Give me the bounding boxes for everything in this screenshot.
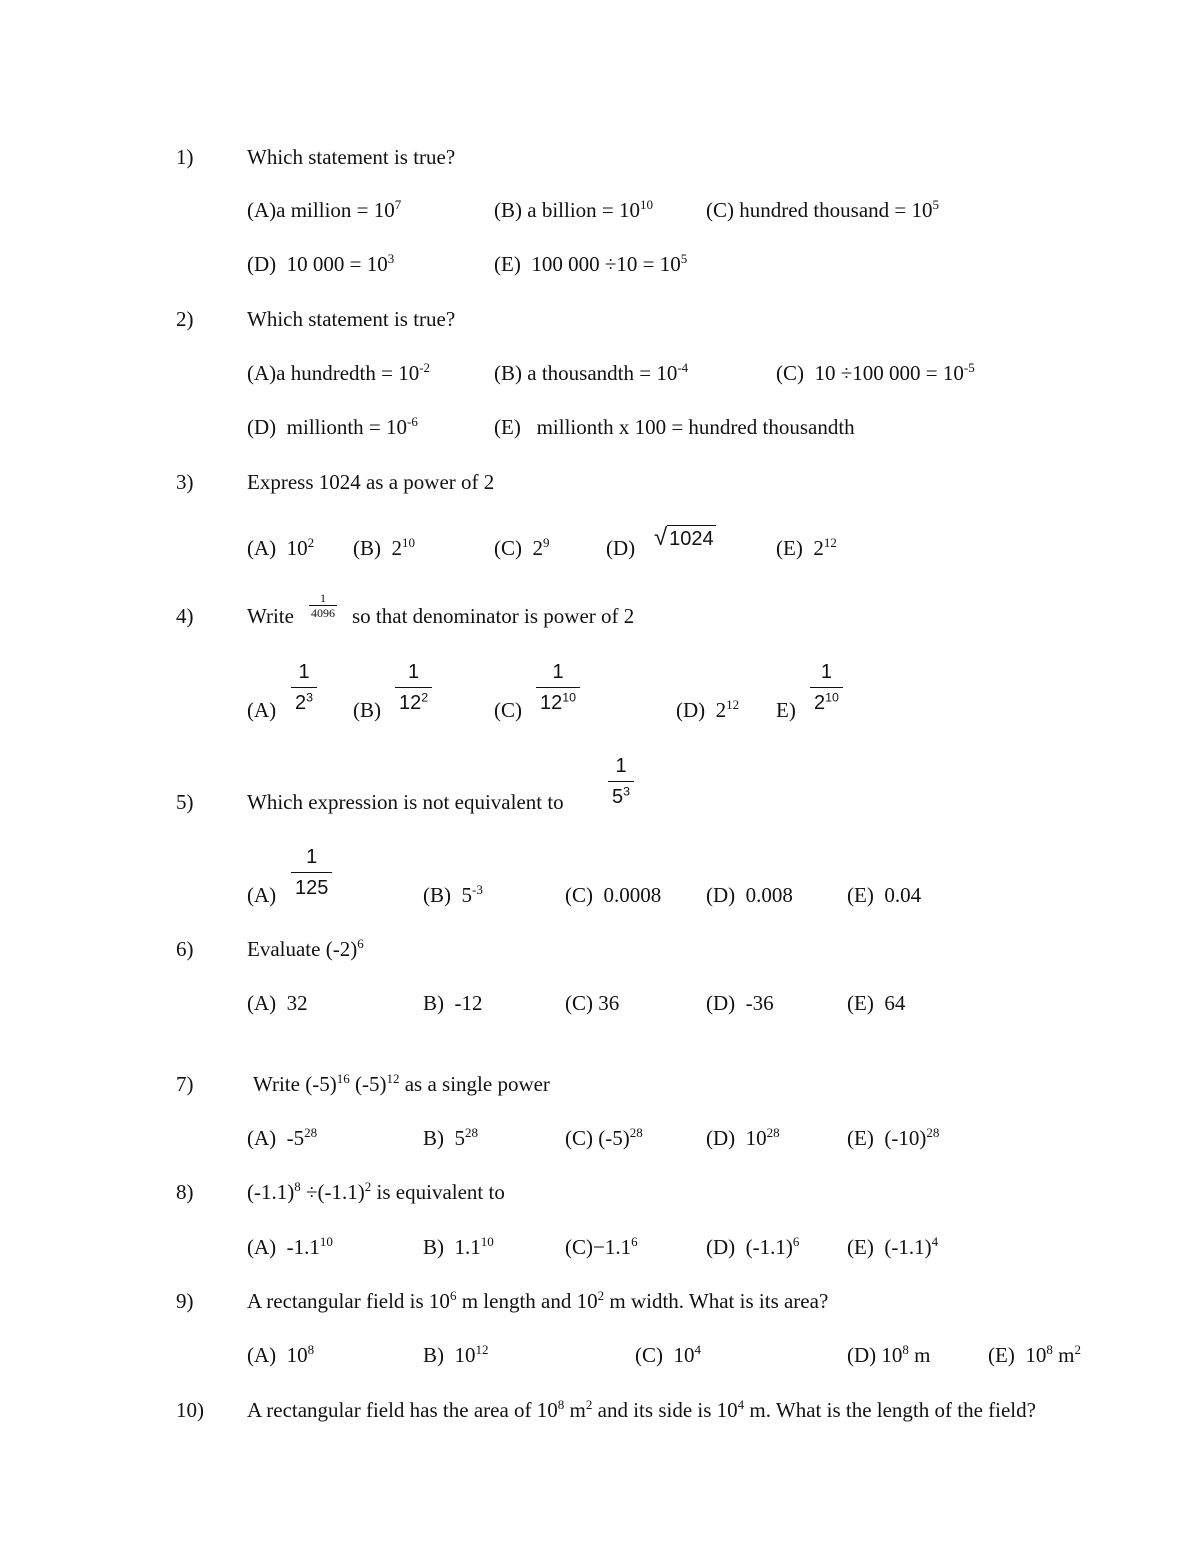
question-text: Write $(-5)^{16}$ $(-5)^{12}$ as a single power: [253, 1070, 550, 1096]
option-b: B) -12: [423, 991, 483, 1015]
option-c: (C) 0.0008: [565, 883, 662, 907]
question-text: Which expression is not equivalent to: [247, 790, 564, 814]
fraction: 1 $2^{10}$: [810, 662, 843, 713]
option-d: (D) 0.008: [706, 883, 793, 907]
option-c: $(C)-1.1^6$: [565, 1233, 638, 1259]
option-c: (C) $(-5)^{28}$: [565, 1124, 643, 1150]
option-a-label: (A): [247, 883, 277, 907]
option-a: (A) $-5^{28}$: [247, 1124, 318, 1150]
option-a: (A) $10^8$: [247, 1341, 315, 1367]
option-b: B) $1.1^{10}$: [423, 1233, 494, 1259]
option-a: (A) $-1.1^{10}$: [247, 1233, 333, 1259]
option-e: (E) $(-10)^{28}$: [847, 1124, 940, 1150]
option-d: (D) $10^{28}$: [706, 1124, 780, 1150]
square-root-expression: √ 1024: [654, 524, 714, 551]
question-text: Evaluate $(-2)^6$: [247, 935, 364, 961]
question-number: 1): [176, 145, 194, 169]
option-b: (B) $5^{-3}$: [423, 881, 483, 907]
option-e: (E) $10^8$ $m^2$: [988, 1341, 1081, 1367]
question-text: Which statement is true?: [247, 307, 456, 331]
fraction: 1 125: [291, 847, 332, 898]
question-text: A rectangular field is $10^6$ m length and $10^2$ m width. What is its area?: [247, 1287, 829, 1313]
option-b-label: (B): [353, 698, 381, 722]
fraction: 1 $12^{10}$: [536, 662, 580, 713]
option-d: (D) 10 $000 = 10^3$: [247, 250, 395, 276]
option-c: (C) hundred thousand = $10^5$: [706, 196, 940, 222]
question-number: 10): [176, 1398, 204, 1422]
option-b: (B) a thousandth = $10^{-4}$: [494, 359, 689, 385]
fraction: 1 $12^2$: [395, 662, 432, 713]
option-d: (D) -36: [706, 991, 774, 1015]
question-text: Which statement is true?: [247, 145, 456, 169]
option-a: (A) 32: [247, 991, 308, 1015]
option-e: (E) millionth x 100 = hundred thousandth: [494, 415, 855, 439]
question-text-after: so that denominator is power of 2: [352, 604, 635, 628]
option-b: B) $5^{28}$: [423, 1124, 479, 1150]
option-b: (B) a billion = $10^{10}$: [494, 196, 654, 222]
question-number: 9): [176, 1289, 194, 1313]
option-c: (C) $2^9$: [494, 534, 550, 560]
fraction: 1 $5^3$: [608, 756, 634, 807]
option-a: (A) $10^2$: [247, 534, 315, 560]
question-number: 4): [176, 604, 194, 628]
question-number: 8): [176, 1180, 194, 1204]
option-a: (A)a hundredth = $10^{-2}$: [247, 359, 431, 385]
option-e: (E) $(-1.1)^4$: [847, 1233, 939, 1259]
question-number: 5): [176, 790, 194, 814]
option-a: (A)a million = $10^7$: [247, 196, 402, 222]
option-e: (E) $2^{12}$: [776, 534, 837, 560]
question-text: $(-1.1)^8 \div(-1.1)^2$ is equivalent to: [247, 1178, 505, 1204]
option-d: (D) $2^{12}$: [676, 696, 740, 722]
option-b: (B) $2^{10}$: [353, 534, 416, 560]
option-b: B) $10^{12}$: [423, 1341, 489, 1367]
fraction: 1 $2^3$: [291, 662, 317, 713]
question-number: 3): [176, 470, 194, 494]
option-c: (C) 36: [565, 991, 620, 1015]
option-d: (D) millionth = $10^{-6}$: [247, 413, 418, 439]
option-d: (D) $10^8$ m: [847, 1341, 931, 1367]
option-d-label: (D): [606, 536, 636, 560]
option-e: (E) 0.04: [847, 883, 922, 907]
question-number: 7): [176, 1072, 194, 1096]
option-e-label: E): [776, 698, 796, 722]
option-c-label: (C): [494, 698, 522, 722]
option-e: (E) 64: [847, 991, 906, 1015]
option-a-label: (A): [247, 698, 277, 722]
option-e: (E) 100 $000 \div 10 = 10^5$: [494, 250, 688, 276]
question-text: Express 1024 as a power of 2: [247, 470, 495, 494]
fraction: 1 4096: [311, 591, 335, 620]
question-text: A rectangular field has the area of $10^8$ $m^2$ and its side is $10^4$ m. What is the length of the field?: [247, 1396, 1036, 1422]
question-number: 2): [176, 307, 194, 331]
question-text-before: Write: [247, 604, 294, 628]
option-d: (D) $(-1.1)^6$: [706, 1233, 800, 1259]
option-c: (C) 10 ÷100 $000 = 10^{-5}$: [776, 359, 975, 385]
question-number: 6): [176, 937, 194, 961]
option-c: (C) $10^4$: [635, 1341, 702, 1367]
